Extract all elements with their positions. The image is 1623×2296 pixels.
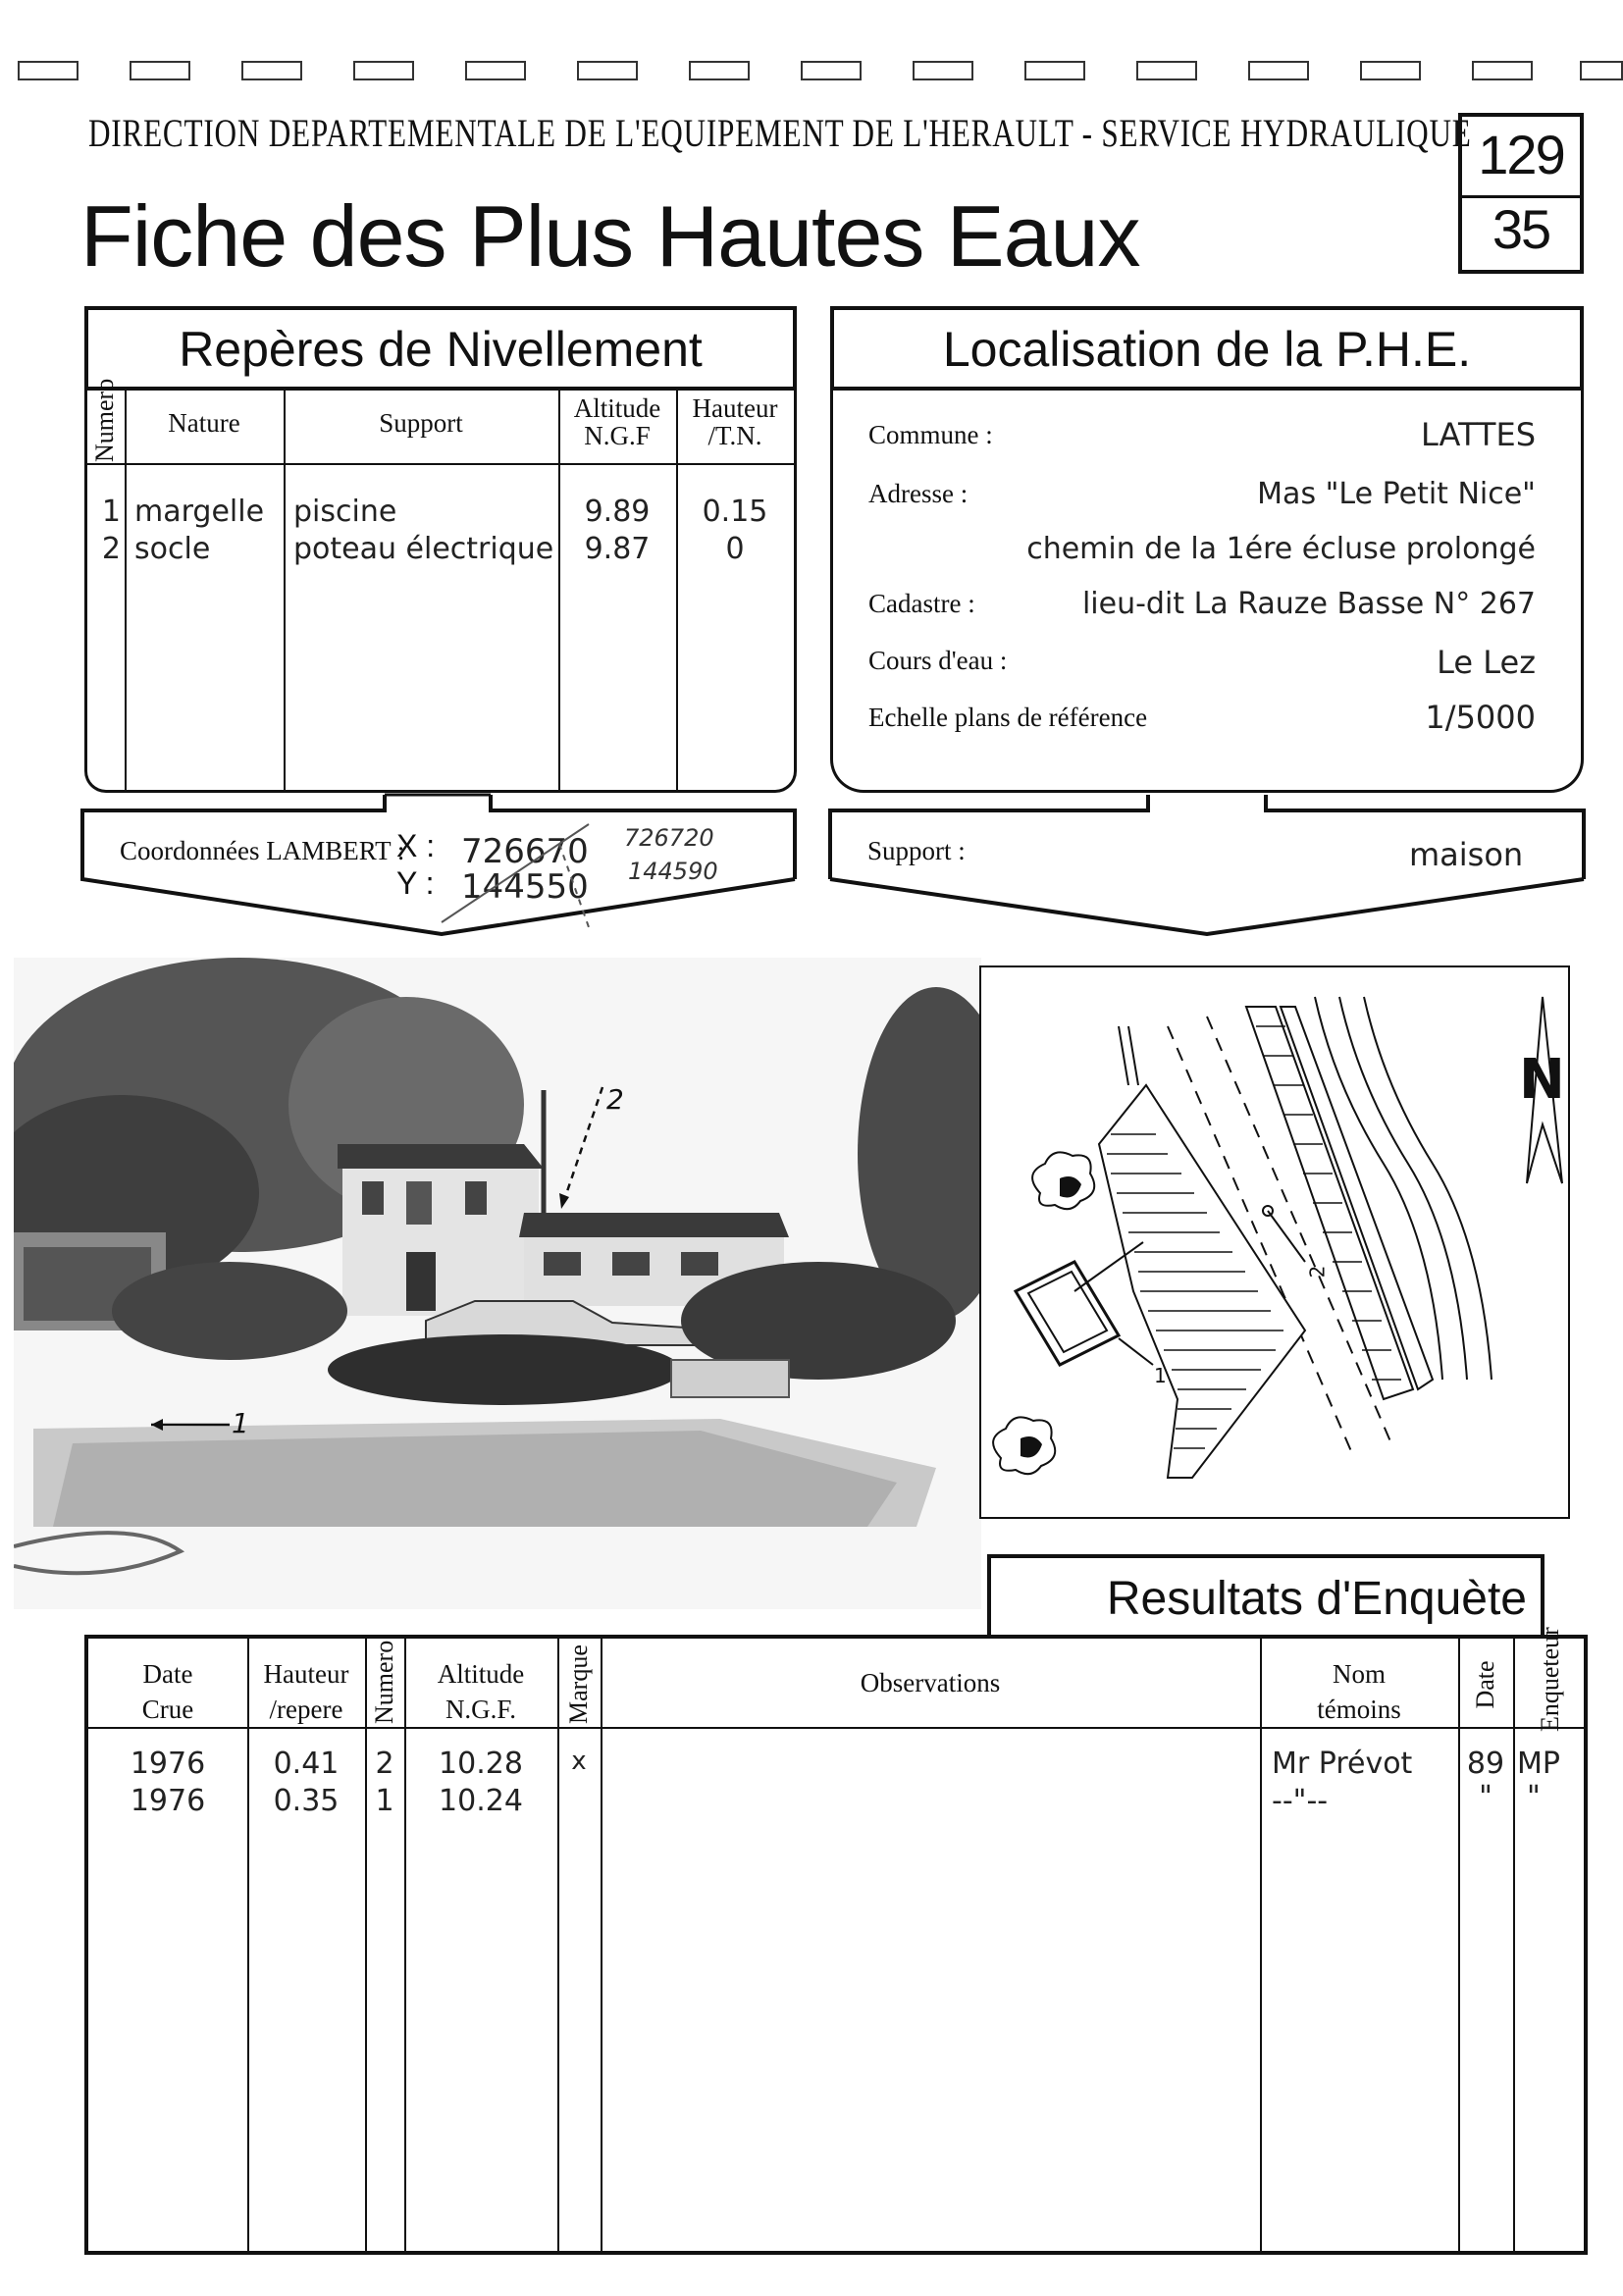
col-header-marque: Marque: [564, 1644, 593, 1724]
commune-label: Commune :: [868, 420, 993, 449]
correction-strike: [432, 814, 628, 932]
cell-hauteur: 0.41: [273, 1747, 340, 1781]
col-divider: [1458, 1639, 1460, 2255]
col-divider: [601, 1639, 602, 2255]
punch-hole: [1472, 61, 1533, 80]
cell-numero: 1: [101, 495, 121, 529]
support-label: Support :: [867, 836, 966, 865]
reference-divider: [1462, 195, 1580, 198]
cours-eau-value: Le Lez: [1437, 644, 1536, 681]
col-header-altitude: Altitude N.G.F.: [437, 1659, 525, 1724]
col-divider: [247, 1639, 249, 2255]
col-divider: [284, 389, 286, 790]
localisation-title-box: [830, 306, 1584, 391]
cell-marque: x: [571, 1747, 587, 1776]
col-header-date: Date: [1471, 1660, 1499, 1709]
col-header-support: Support: [379, 408, 463, 438]
cell-date: 89: [1466, 1747, 1505, 1781]
punch-hole: [577, 61, 638, 80]
punch-hole: [353, 61, 414, 80]
punch-hole: [689, 61, 750, 80]
page-title: Fiche des Plus Hautes Eaux: [80, 187, 1140, 285]
cell-altitude: 10.24: [439, 1784, 523, 1818]
cours-eau-label: Cours d'eau :: [868, 646, 1008, 675]
commune-value: LATTES: [1420, 416, 1536, 453]
adresse-line-2: chemin de la 1ére écluse prolongé: [1026, 532, 1536, 566]
cell-date: ": [1479, 1780, 1492, 1814]
reperes-table: [84, 378, 797, 793]
header-divider: [88, 1727, 1588, 1729]
punch-hole: [1248, 61, 1309, 80]
cell-altitude: 10.28: [439, 1747, 523, 1781]
punch-hole: [18, 61, 79, 80]
cadastre-value: lieu-dit La Rauze Basse N° 267: [1081, 587, 1536, 621]
reference-bottom: 35: [1492, 198, 1550, 260]
cell-nature: socle: [134, 532, 211, 566]
punch-hole: [241, 61, 302, 80]
punch-hole: [465, 61, 526, 80]
punch-hole: [130, 61, 190, 80]
adresse-line-1: Mas "Le Petit Nice": [1257, 477, 1536, 511]
echelle-label: Echelle plans de référence: [868, 703, 1148, 732]
cell-support: piscine: [293, 495, 397, 529]
header-divider: [87, 463, 794, 465]
punch-hole: [801, 61, 862, 80]
reperes-title-box: [84, 306, 797, 391]
photo-marker-2: 2: [606, 1083, 624, 1116]
cell-hauteur: 0: [725, 532, 745, 566]
localisation-panel: [830, 389, 1584, 793]
col-divider: [1260, 1639, 1262, 2255]
resultats-table: [84, 1627, 1588, 2255]
reperes-title: Repères de Nivellement: [179, 322, 703, 377]
adresse-label: Adresse :: [868, 479, 969, 508]
x-corrected: 726720: [624, 824, 714, 852]
photo-marker-1: 1: [232, 1407, 249, 1439]
y-value: 144550: [461, 867, 589, 907]
reference-top: 129: [1478, 124, 1564, 185]
cell-altitude: 9.89: [584, 495, 651, 529]
col-header-hauteur: Hauteur /T.N.: [692, 393, 778, 450]
col-header-numero: Numero: [90, 378, 119, 462]
north-icon: N: [1519, 1048, 1565, 1112]
cell-support: poteau électrique: [293, 532, 554, 566]
x-value: 726670: [461, 832, 589, 871]
resultats-title-box: [987, 1554, 1544, 1637]
cell-date-crue: 1976: [130, 1747, 206, 1781]
plan-marker-2: 2: [1305, 1265, 1330, 1278]
cell-altitude: 9.87: [584, 532, 651, 566]
cell-temoin: Mr Prévot: [1272, 1747, 1413, 1781]
punch-hole: [1580, 61, 1623, 80]
col-header-observations: Observations: [860, 1668, 1001, 1697]
cell-hauteur: 0.15: [702, 495, 768, 529]
col-divider: [557, 1639, 559, 2255]
cell-hauteur: 0.35: [273, 1784, 340, 1818]
col-header-date-crue: Date Crue: [141, 1659, 194, 1724]
cadastre-label: Cadastre :: [868, 589, 975, 618]
y-corrected: 144590: [628, 858, 718, 885]
site-photo: [14, 958, 981, 1609]
punch-hole: [1136, 61, 1197, 80]
col-divider: [365, 1639, 367, 2255]
punch-hole: [913, 61, 973, 80]
cell-numero: 1: [375, 1784, 394, 1818]
plan-marker-1: 1: [1154, 1364, 1167, 1387]
resultats-title: Resultats d'Enquète: [1106, 1573, 1527, 1625]
col-header-hauteur-repere: Hauteur /repere: [263, 1659, 349, 1724]
col-divider: [404, 1639, 406, 2255]
y-label: Y :: [396, 865, 435, 901]
cell-date-crue: 1976: [130, 1784, 206, 1818]
cell-temoin: --"--: [1272, 1784, 1329, 1818]
support-value: maison: [1409, 836, 1524, 873]
cell-numero: 2: [101, 532, 121, 566]
col-header-altitude: Altitude N.G.F: [573, 393, 661, 450]
col-header-numero: Numero: [370, 1640, 398, 1724]
col-header-temoins: Nom témoins: [1317, 1659, 1401, 1724]
punch-hole: [1024, 61, 1085, 80]
col-divider: [1513, 1639, 1515, 2255]
cell-enqueteur: MP: [1517, 1747, 1560, 1781]
lambert-label: Coordonnées LAMBERT :: [120, 836, 405, 865]
cell-nature: margelle: [134, 495, 265, 529]
punch-hole: [1360, 61, 1421, 80]
col-divider: [125, 389, 127, 790]
localisation-title: Localisation de la P.H.E.: [942, 322, 1472, 377]
echelle-value: 1/5000: [1425, 699, 1536, 736]
col-header-enqueteur: Enqueteur: [1536, 1627, 1564, 1732]
site-plan: [979, 965, 1570, 1519]
col-header-nature: Nature: [168, 408, 240, 438]
reference-box: [1458, 113, 1584, 274]
cell-enqueteur: ": [1527, 1780, 1541, 1814]
agency-header: DIRECTION DEPARTEMENTALE DE L'EQUIPEMENT DE L'HERAULT - SERVICE HYDRAULIQUE: [88, 111, 1472, 155]
x-label: X :: [396, 828, 436, 863]
cell-numero: 2: [375, 1747, 394, 1781]
plan-drawing: [981, 967, 1568, 1517]
